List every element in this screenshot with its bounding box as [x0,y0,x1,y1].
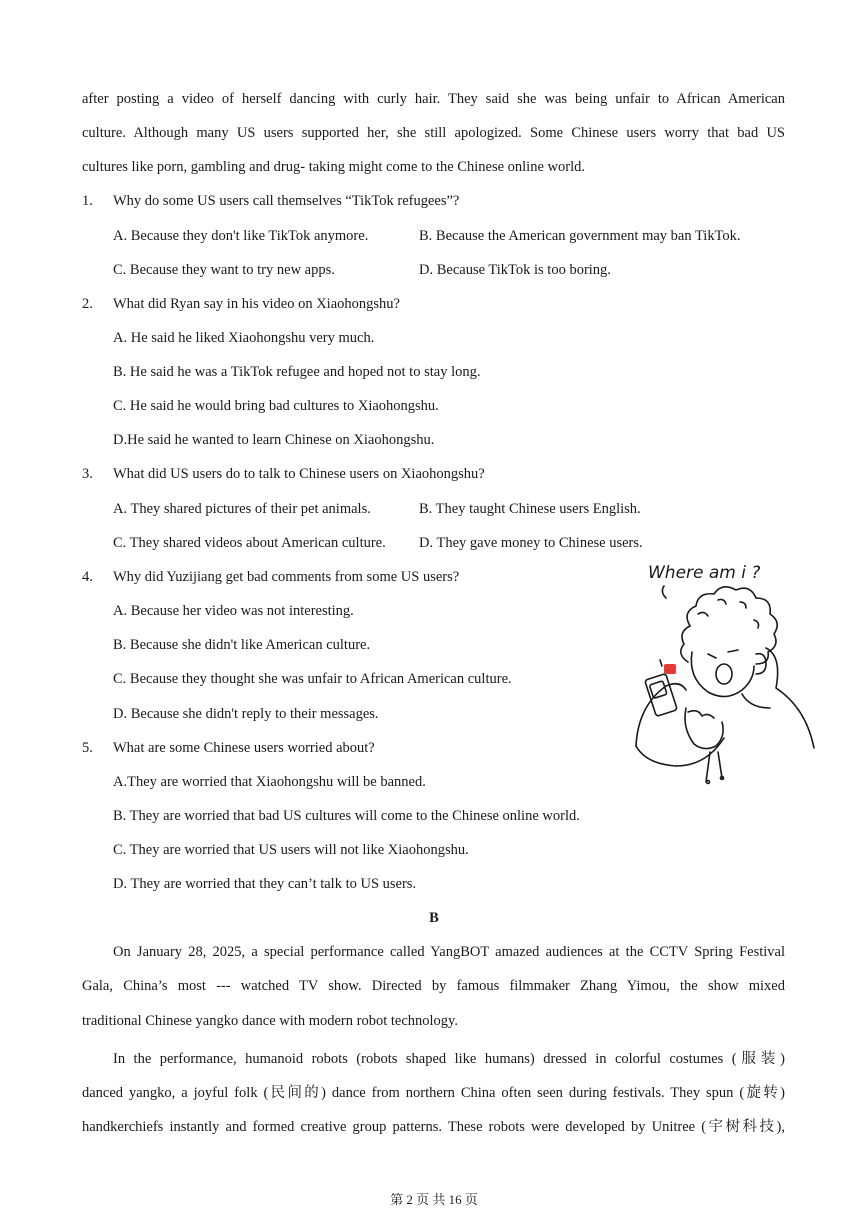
option-d: D. They are worried that they can’t talk to US users. [113,876,417,892]
passage-line: after posting a video of herself dancing with curly hair. They said she was being unfair to African American [82,91,785,107]
question-text: What did Ryan say in his video on Xiaohongshu? [113,296,400,312]
option-d: D. Because TikTok is too boring. [419,262,611,278]
question-number: 2. [82,296,93,312]
question-number: 4. [82,569,93,585]
passage-line: culture. Although many US users supported her, she still apologized. Some Chinese users worry that bad US [82,125,785,141]
option-a: A.They are worried that Xiaohongshu will be banned. [113,774,426,790]
option-a: A. They shared pictures of their pet animals. [113,501,371,517]
option-d: D. They gave money to Chinese users. [419,535,643,551]
question-number: 1. [82,193,93,209]
option-c: C. Because they want to try new apps. [113,262,335,278]
person-with-phone-illustration [628,556,818,792]
question-text: What did US users do to talk to Chinese users on Xiaohongshu? [113,466,485,482]
passage-line: danced yangko, a joyful folk (民间的) dance from northern China often seen during festivals. They spun (旋转) [82,1085,785,1101]
option-c: C. He said he would bring bad cultures to Xiaohongshu. [113,398,439,414]
question-text: Why do some US users call themselves “TikTok refugees”? [113,193,460,209]
option-a: A. Because they don't like TikTok anymore. [113,228,369,244]
question-text: What are some Chinese users worried about? [113,740,375,756]
question-text: Why did Yuzijiang get bad comments from some US users? [113,569,460,585]
option-d: D. Because she didn't reply to their messages. [113,706,379,722]
question-number: 5. [82,740,93,756]
option-b: B. He said he was a TikTok refugee and hoped not to stay long. [113,364,481,380]
illustration-caption: Where am i ? [648,563,761,583]
question-number: 3. [82,466,93,482]
option-a: A. He said he liked Xiaohongshu very much. [113,330,375,346]
option-d: D.He said he wanted to learn Chinese on Xiaohongshu. [113,432,435,448]
page-footer: 第 2 页 共 16 页 [390,1192,478,1207]
option-b: B. They are worried that bad US cultures will come to the Chinese online world. [113,808,580,824]
option-b: B. Because she didn't like American culture. [113,637,371,653]
option-c: C. Because they thought she was unfair to African American culture. [113,671,512,687]
option-c: C. They shared videos about American culture. [113,535,386,551]
passage-line: Gala, China’s most --- watched TV show. Directed by famous filmmaker Zhang Yimou, the show mixed [82,978,785,994]
passage-line: In the performance, humanoid robots (robots shaped like humans) dressed in colorful costumes (服装) [113,1051,785,1067]
option-b: B. Because the American government may ban TikTok. [419,228,741,244]
option-b: B. They taught Chinese users English. [419,501,641,517]
passage-line: handkerchiefs instantly and formed creative group patterns. These robots were developed by Unitree (宇树科技), [82,1119,785,1135]
option-a: A. Because her video was not interesting. [113,603,354,619]
section-title: B [429,910,439,926]
passage-line: On January 28, 2025, a special performance called YangBOT amazed audiences at the CCTV Spring Festival [113,944,785,960]
passage-line: cultures like porn, gambling and drug- taking might come to the Chinese online world. [82,159,585,175]
passage-line: traditional Chinese yangko dance with modern robot technology. [82,1013,458,1029]
option-c: C. They are worried that US users will not like Xiaohongshu. [113,842,469,858]
